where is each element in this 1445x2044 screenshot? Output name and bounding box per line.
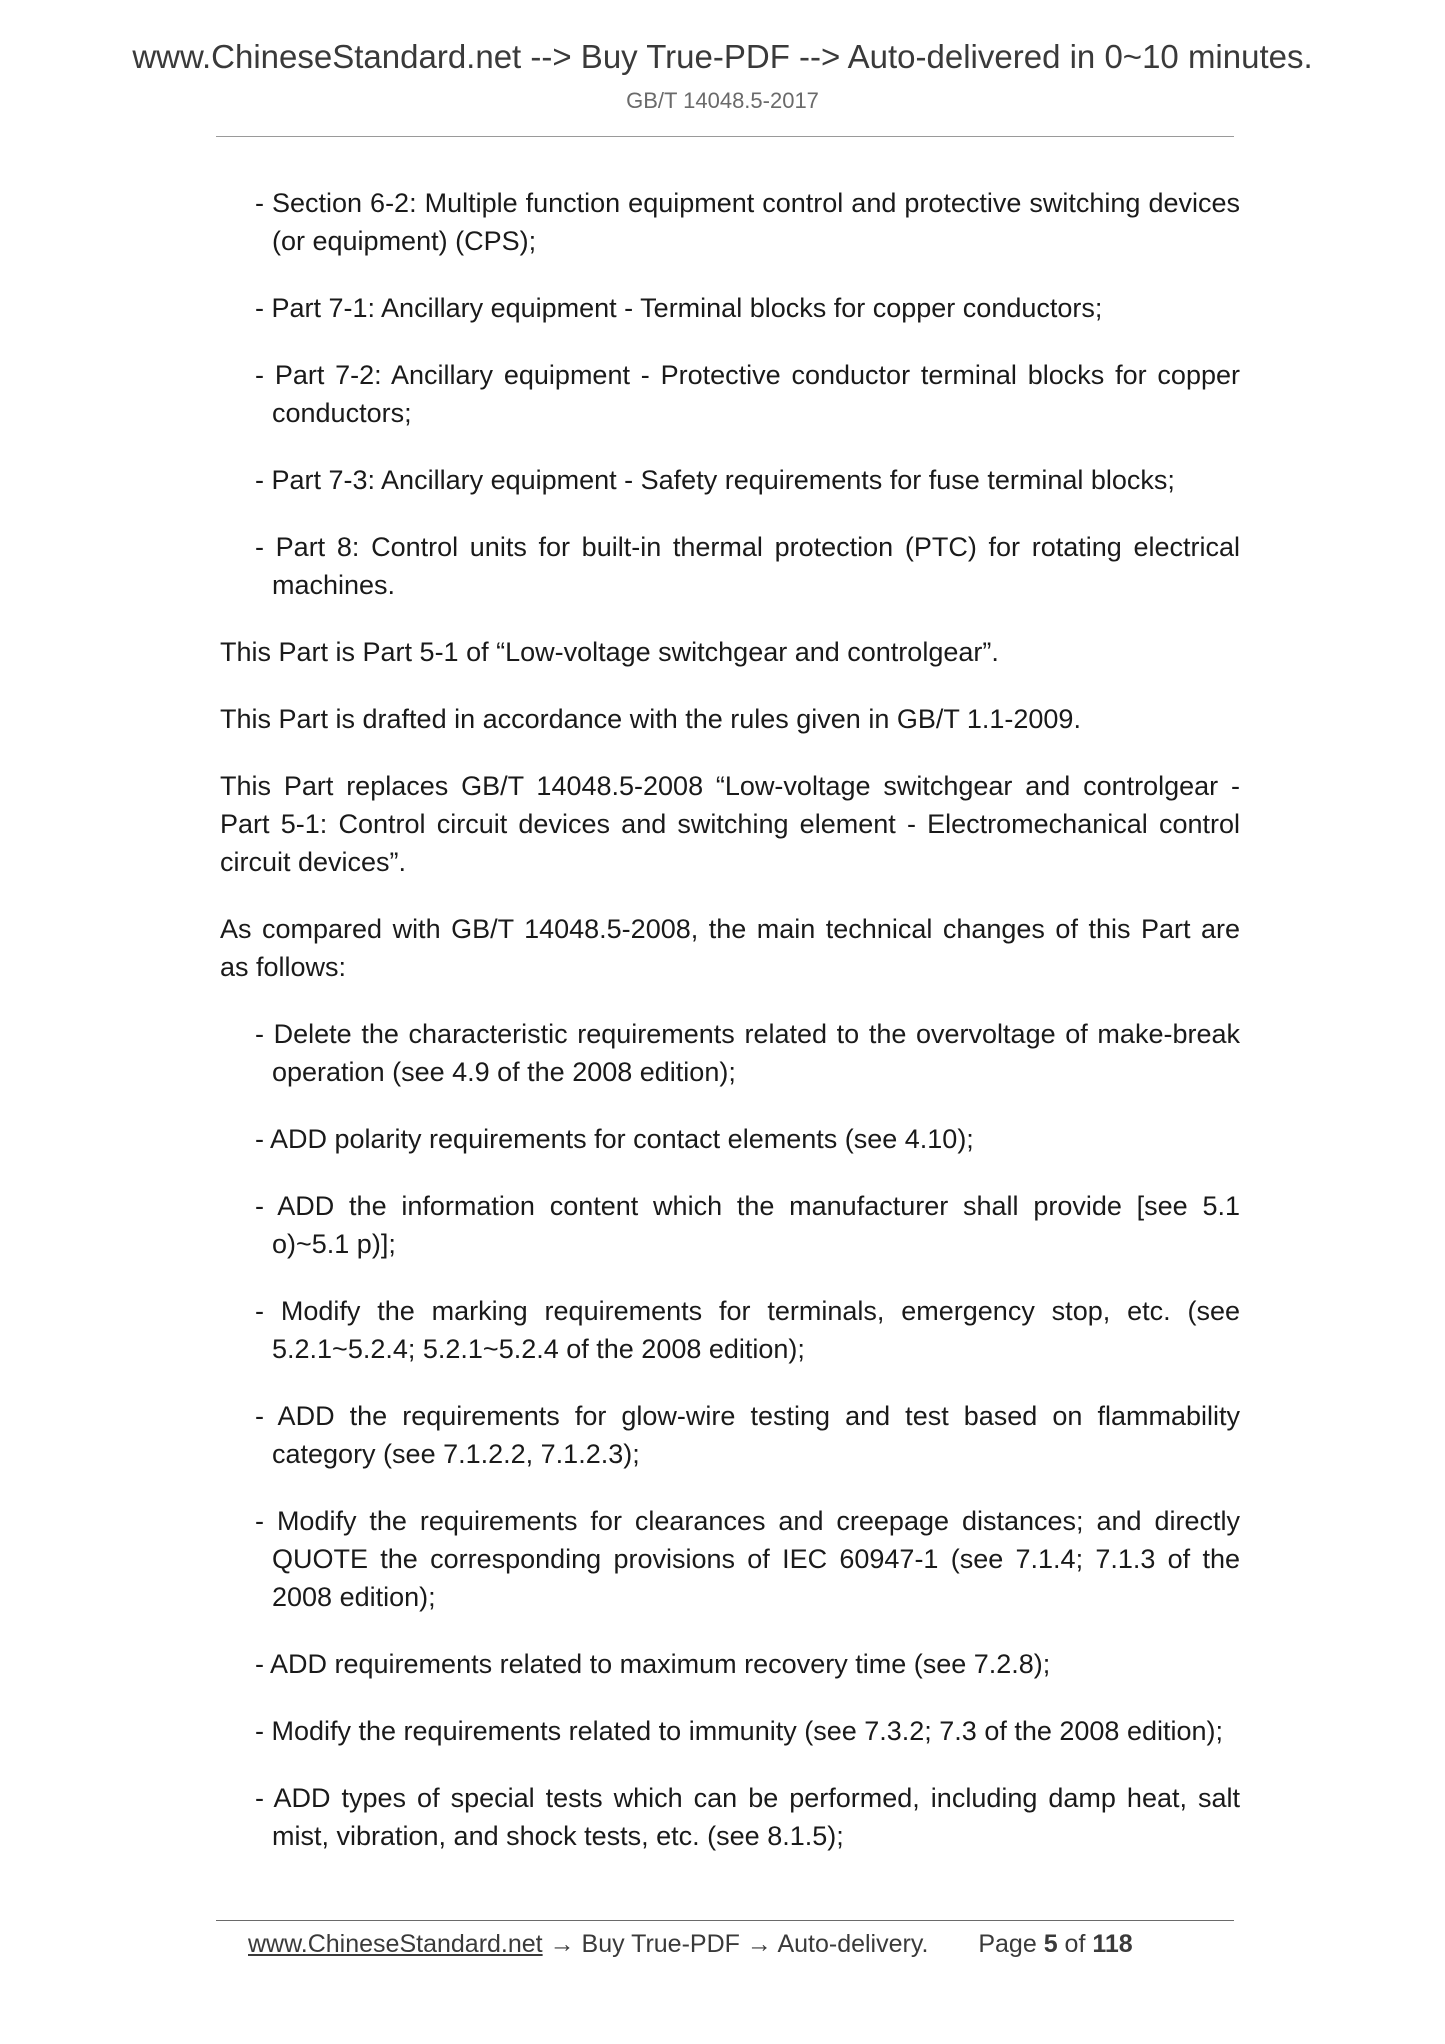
paragraph: This Part is Part 5-1 of “Low-voltage switchgear and controlgear”.: [220, 637, 999, 667]
list-item: - Delete the characteristic requirements related to the overvoltage of make-break operation (see 4.9 of the 2008 edition);: [255, 1019, 1240, 1087]
footer-divider: [216, 1920, 1234, 1921]
total-pages: 118: [1092, 1930, 1133, 1958]
page-footer: [248, 1930, 1133, 1959]
of-label: of: [1064, 1930, 1086, 1958]
list-item: - Part 8: Control units for built-in thermal protection (PTC) for rotating electrical machines.: [255, 532, 1240, 600]
site-link[interactable]: www.ChineseStandard.net: [248, 1930, 543, 1958]
page-number: 5: [1043, 1930, 1058, 1958]
list-item: - Modify the marking requirements for terminals, emergency stop, etc. (see 5.2.1~5.2.4; 5.2.1~5.2.4 of the 2008 edition);: [255, 1296, 1240, 1364]
arrow-right-icon: →: [549, 1930, 575, 1958]
list-item: - ADD the information content which the manufacturer shall provide [see 5.1 o)~5.1 p)];: [255, 1191, 1240, 1259]
buy-text: Buy True-PDF: [581, 1930, 740, 1958]
list-item: - ADD types of special tests which can be performed, including damp heat, salt mist, vibration, and shock tests, etc. (see 8.1.5);: [255, 1783, 1240, 1851]
list-item: - Part 7-1: Ancillary equipment - Terminal blocks for copper conductors;: [255, 293, 1103, 323]
arrow-right-icon: →: [746, 1930, 772, 1958]
list-item: - Part 7-2: Ancillary equipment - Protective conductor terminal blocks for copper conductors;: [255, 360, 1240, 428]
header-divider: [216, 136, 1234, 137]
list-item: - ADD requirements related to maximum recovery time (see 7.2.8);: [255, 1649, 1051, 1679]
list-item: - Section 6-2: Multiple function equipment control and protective switching devices (or equipment) (CPS);: [255, 188, 1240, 256]
standard-code: GB/T 14048.5-2017: [626, 88, 819, 113]
delivery-text: Auto-delivery.: [777, 1930, 929, 1958]
paragraph: This Part is drafted in accordance with the rules given in GB/T 1.1-2009.: [220, 704, 1081, 734]
list-item: - Modify the requirements for clearances and creepage distances; and directly QUOTE the corresponding provisions of IEC 60947-1 (see 7.1.4; 7.1.3 of the 2008 edition);: [255, 1506, 1240, 1612]
list-item: - ADD the requirements for glow-wire testing and test based on flammability category (see 7.1.2.2, 7.1.2.3);: [255, 1401, 1240, 1469]
paragraph: This Part replaces GB/T 14048.5-2008 “Low-voltage switchgear and controlgear - Part 5-1: Control circuit devices and switching element - Electromechanical control circuit devices”.: [220, 771, 1240, 877]
top-banner: www.ChineseStandard.net --> Buy True-PDF --> Auto-delivered in 0~10 minutes.: [132, 38, 1313, 75]
paragraph: As compared with GB/T 14048.5-2008, the main technical changes of this Part are as follows:: [220, 914, 1240, 982]
list-item: - ADD polarity requirements for contact elements (see 4.10);: [255, 1124, 974, 1154]
document-body: [220, 184, 1240, 1884]
list-item: - Modify the requirements related to immunity (see 7.3.2; 7.3 of the 2008 edition);: [255, 1716, 1224, 1746]
page-label: Page: [978, 1930, 1037, 1958]
list-item: - Part 7-3: Ancillary equipment - Safety requirements for fuse terminal blocks;: [255, 465, 1175, 495]
